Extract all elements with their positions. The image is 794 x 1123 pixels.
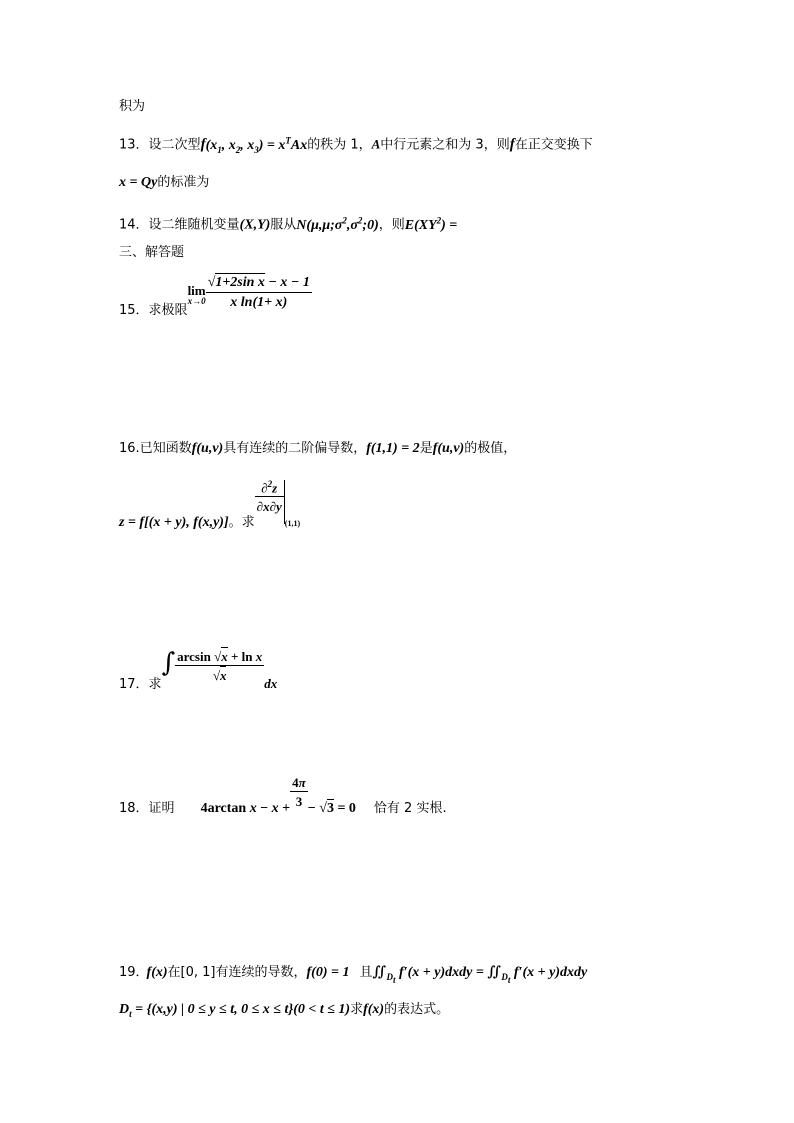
q13-transform: x = Qy [119,175,158,190]
question-16-cont: z = f[(x + y), f(x,y)]。求 $\frac{\partial^2z}{\partial x\partial y}$ (1,1) [119,479,301,530]
q18-number: 18． [119,801,149,816]
question-13: 13．设二次型$f(x_1$, $x_2$, $x_3) = x^TAx$的秩为 1，A中行元素之和为 3，则f在正交变换下 [119,135,593,155]
q16-partial-derivative: $\frac{\partial^2z}{\partial x\partial y}$ [256,479,282,515]
q14-number: 14． [119,217,149,233]
q13-quadratic-form: f [200,136,206,153]
question-18: 18．证明 4arctan x − x + $\frac{4\pi}{3}$ − √3 = 0 恰有 2 实根. [119,775,447,816]
question-19: 19．f(x)在[0, 1]有连续的导数，f(0) = 1 且$∬_{D_t}$ f′(x + y)dxdy = $∬_{D_t}$ f′(x + y)dxdy [119,965,588,985]
integral-sign: ∫ [161,648,176,678]
q17-integrand: $\frac{\text{arcsin √x + ln x}}{√x}$ [177,649,263,683]
q14-distribution: $N(\mu,\mu;\sigma^2,\sigma^2;0)$ [296,215,379,233]
q16-composite: z = f[(x + y), f(x,y)] [119,515,229,530]
q18-equation: 4arctan x − x + [200,801,291,816]
q13-number: 13． [119,137,149,153]
question-15: 15．求极限 lim x→0 $\frac{\text{√1+2sin x − x − 1}}{\text{x ln(1+ x)}}$ [119,275,310,318]
section-heading: 三、解答题 [119,245,185,260]
question-19-cont: $D_t = \{(x,y)$ | 0 ≤ y ≤ t, 0 ≤ x ≤ t}(0 < t ≤ 1)求f(x)的表达式。 [119,1002,450,1019]
q17-number: 17． [119,677,149,692]
q15-number: 15． [119,303,149,318]
q19-double-integral-equation: $∬_{D_t}$ f′(x + y)dxdy = $∬_{D_t}$ f′(x + y)dxdy [372,965,588,985]
continuation-text: 积为 [119,99,146,114]
q19-domain: $D_t = \{(x,y)$ | 0 ≤ y ≤ t, 0 ≤ x ≤ t}(0 < t ≤ 1) [119,1002,351,1019]
q15-limit-fraction: $\frac{\text{√1+2sin x − x − 1}}{\text{x ln(1+ x)}}$ [207,275,310,310]
q16-number: 16. [119,441,140,456]
question-17: 17．求∫ $\frac{\text{arcsin √x + ln x}}{√x}$ dx [119,648,278,692]
q19-number: 19． [119,965,149,980]
question-16: 16.已知函数f(u,v)具有连续的二阶偏导数，f(1,1) = 2是f(u,v)的极值， [119,441,517,456]
question-13-cont: x = Qy的标准为 [119,175,210,190]
question-14: 14．设二维随机变量(X,Y)服从$N(\mu,\mu;\sigma^2,\sigma^2;0)$，则$E(XY^2)$ = [119,215,458,233]
